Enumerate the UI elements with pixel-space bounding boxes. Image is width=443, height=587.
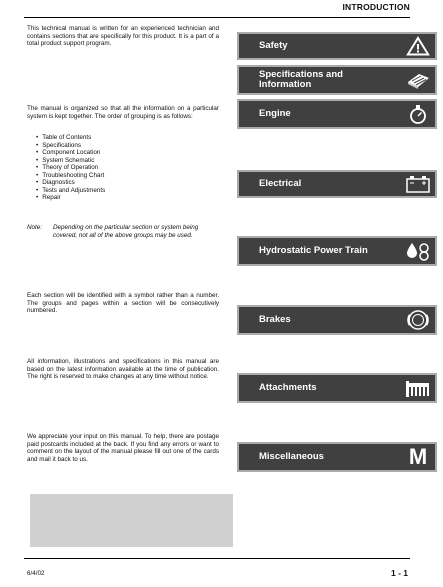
letter-m-glyph: M [408,444,428,469]
letter-m-icon [405,446,431,468]
gray-placeholder-box [30,494,233,547]
section-tab-engine[interactable] [237,99,437,129]
hydraulic-drop-gears-icon [405,240,431,262]
section-tab-attachments[interactable] [237,373,437,403]
section-tab-label: Specifications and Information [259,69,343,90]
section-tab-label: Hydrostatic Power Train [259,245,368,256]
section-tab-miscellaneous[interactable] [237,442,437,472]
section-tab-hydrostatic-power-train[interactable] [237,236,437,266]
section-tab-label: Safety [259,40,288,51]
list-item: • Diagnostics [36,179,105,187]
battery-icon [405,173,431,195]
note-text: Depending on the particular section or system being covered, not all of the above groups may be used. [53,224,199,239]
footer-date: 6/4/02 [27,570,45,577]
list-item: • Table of Contents [36,134,105,142]
section-tab-label: Brakes [259,314,291,325]
specifications-book-icon [405,69,431,91]
note [27,224,219,239]
footer-divider [24,558,410,559]
disclaimer-paragraph: All information, illustrations and specifications in this manual are based on the latest information available at the time of publication. The right is reserved to make changes at any time without notice. [27,358,219,380]
page-title: INTRODUCTION [342,2,410,12]
section-tab-label: Engine [259,108,291,119]
list-item: • Repair [36,194,105,202]
mower-deck-icon [405,377,431,399]
section-tab-brakes[interactable] [237,305,437,335]
list-item: • Tests and Adjustments [36,187,105,195]
feedback-paragraph: We appreciate your input on this manual. To help, there are postage paid postcards included at the back. If you find any errors or want to comment on the layout of the manual please fill out one of the cards and mail it back to us. [27,433,219,463]
list-item: • Specifications [36,142,105,150]
section-symbol-paragraph: Each section will be identified with a symbol rather than a number. The groups and pages within a section will be consecutively numbered. [27,292,219,314]
intro-paragraph: This technical manual is written for an experienced technician and contains sections that are specifically for this product. It is a part of a total product support program. [27,25,219,47]
list-item: • Theory of Operation [36,164,105,172]
page-header [24,0,410,18]
grouping-list [36,134,105,202]
section-tab-safety[interactable] [237,32,437,60]
engine-oil-can-icon [405,103,431,125]
page-number: 1 - 1 [390,568,408,578]
warning-triangle-icon [405,35,431,57]
list-item: • Component Location [36,149,105,157]
brake-drum-icon [405,309,431,331]
list-item: • Troubleshooting Chart [36,172,105,180]
organization-paragraph: The manual is organized so that all the information on a particular system is kept together. The order of grouping is as follows: [27,105,219,120]
list-item: • System Schematic [36,157,105,165]
section-tab-specifications[interactable] [237,65,437,95]
section-tab-label: Attachments [259,382,317,393]
section-tab-label: Miscellaneous [259,451,324,462]
section-tab-label: Electrical [259,178,302,189]
note-label: Note: [27,224,43,231]
section-tab-electrical[interactable] [237,170,437,198]
